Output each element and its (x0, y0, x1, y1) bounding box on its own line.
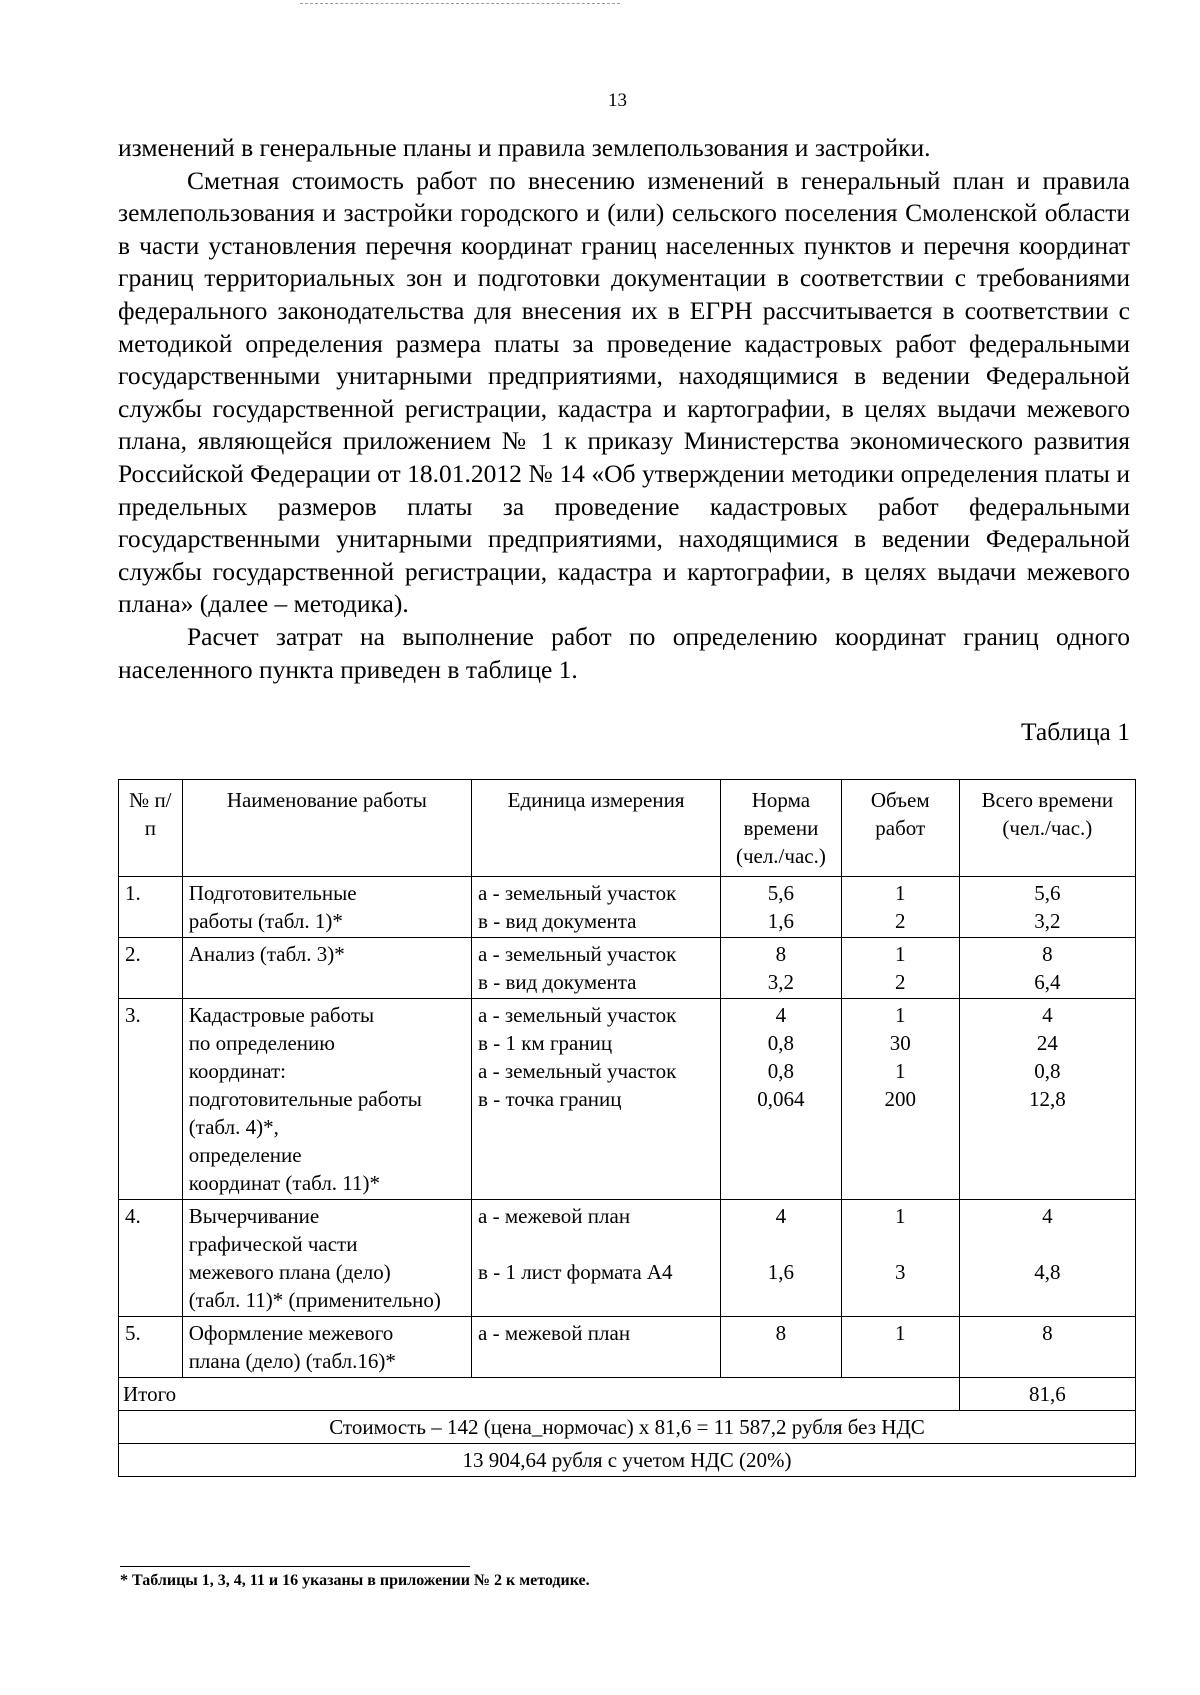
cell-unit (472, 877, 721, 938)
scan-artifact-line (300, 3, 620, 4)
cell-number: 4. (119, 1200, 183, 1317)
cell-volume-line: 1 (894, 881, 906, 905)
cell-unit-line: в - вид документа (478, 909, 637, 933)
cell-total-time-line: 24 (1036, 1031, 1058, 1055)
cell-unit-line: а - земельный участок (478, 881, 677, 905)
cell-time-norm-line: 0,064 (757, 1087, 805, 1111)
cell-volume-line: 1 (894, 942, 906, 966)
header-total-time: Всего времени (чел./час.) (959, 780, 1135, 877)
cell-time-norm (721, 938, 842, 999)
cell-work-name-line: Оформление межевого (188, 1321, 394, 1345)
cell-time-norm-line: 5,6 (767, 881, 795, 905)
cell-work-name-line: определение (188, 1143, 302, 1167)
cell-volume-line: 200 (884, 1087, 916, 1111)
cell-time-norm-line: 1,6 (767, 1260, 795, 1284)
header-number: № п/п (119, 780, 183, 877)
cell-work-name-line: плана (дело) (табл.16)* (188, 1349, 396, 1373)
cell-volume (841, 877, 959, 938)
header-volume: Объем работ (841, 780, 959, 877)
cell-volume (841, 938, 959, 999)
cell-unit-line: в - точка границ (478, 1087, 622, 1111)
cell-time-norm-line: 4 (775, 1204, 787, 1228)
cell-volume-line: 3 (894, 1260, 906, 1284)
cell-work-name-line: работы (табл. 1)* (188, 909, 343, 933)
cell-number: 3. (119, 999, 183, 1200)
cell-number: 1. (119, 877, 183, 938)
table-row (119, 1317, 1136, 1378)
cell-total-time-line: 5,6 (1034, 881, 1061, 905)
header-unit: Единица измерения (472, 780, 721, 877)
cell-total-time-line: 4,8 (1034, 1260, 1061, 1284)
cell-unit-line: в - 1 лист формата А4 (478, 1260, 673, 1284)
cell-total-time-line: 6,4 (1034, 970, 1061, 994)
vat-row (119, 1444, 1136, 1477)
cell-work-name-line: (табл. 11)* (применительно) (188, 1288, 441, 1312)
cell-volume-line: 1 (894, 1321, 906, 1345)
cell-unit-line: а - земельный участок (478, 1003, 677, 1027)
cell-total-time-line: 8 (1042, 942, 1053, 966)
cell-work-name-line: координат (табл. 11)* (188, 1171, 381, 1195)
total-label: Итого (119, 1378, 960, 1411)
header-work-name: Наименование работы (182, 780, 471, 877)
cell-time-norm (721, 1317, 842, 1378)
cell-work-name-line: графической части (188, 1232, 358, 1256)
cell-work-name-line: координат: (188, 1059, 286, 1083)
cell-volume (841, 1317, 959, 1378)
footnote-divider (120, 1566, 470, 1567)
table-row (119, 938, 1136, 999)
paragraph: Сметная стоимость работ по внесению изменений в генеральный план и правила землепользования и застройки городского и (или) сельского поселения Смоленской области в части установления перечня координат границ населенных пунктов и перечня координат границ территориальных зон и подготовки документации в соответствии с требованиями федерального законодательства для внесения их в ЕГРН рассчитывается в соответствии с методикой определения размера платы за проведение кадастровых работ федеральными государственными унитарными предприятиями, находящимися в ведении Федеральной службы государственной регистрации, кадастра и картографии, в целях выдачи межевого плана, являющейся приложением № 1 к приказу Министерства экономического развития Российской Федерации от 18.01.2012 № 14 «Об утверждении методики определения платы и предельных размеров платы за проведение кадастровых работ федеральными государственными унитарными предприятиями, находящимися в ведении Федеральной службы государственной регистрации, кадастра и картографии, в целях выдачи межевого плана» (далее – методика). (118, 165, 1130, 619)
cell-unit-line: а - земельный участок (478, 942, 677, 966)
cell-unit-line: а - межевой план (478, 1204, 631, 1228)
total-value: 81,6 (959, 1378, 1135, 1411)
vat-line: 13 904,64 рубля с учетом НДС (20%) (119, 1444, 1136, 1477)
cell-number: 2. (119, 938, 183, 999)
cell-work-name (182, 1317, 471, 1378)
cell-time-norm-line: 1,6 (767, 909, 795, 933)
header-time-norm: Норма времени (чел./час.) (721, 780, 842, 877)
cell-total-time (959, 877, 1135, 938)
table-row (119, 877, 1136, 938)
total-row (119, 1378, 1136, 1411)
cell-work-name (182, 999, 471, 1200)
cell-total-time-line: 12,8 (1028, 1087, 1066, 1111)
cost-row (119, 1411, 1136, 1444)
cell-unit-line: в - вид документа (478, 970, 637, 994)
cell-volume-line: 1 (894, 1204, 906, 1228)
cell-time-norm-line: 0,8 (767, 1059, 795, 1083)
cell-work-name (182, 877, 471, 938)
cell-total-time-line: 4 (1042, 1204, 1053, 1228)
cell-total-time (959, 1317, 1135, 1378)
cell-total-time-line: 3,2 (1034, 909, 1061, 933)
cell-unit (472, 1317, 721, 1378)
cell-unit-line: а - межевой план (478, 1321, 631, 1345)
cell-total-time-line: 0,8 (1034, 1059, 1061, 1083)
cell-total-time (959, 999, 1135, 1200)
cell-unit (472, 999, 721, 1200)
cell-unit (472, 1200, 721, 1317)
body-text (118, 132, 1130, 686)
cell-work-name (182, 1200, 471, 1317)
cell-time-norm (721, 1200, 842, 1317)
cell-total-time (959, 1200, 1135, 1317)
cell-unit-line: а - земельный участок (478, 1059, 677, 1083)
paragraph: Расчет затрат на выполнение работ по определению координат границ одного населенного пункта приведен в таблице 1. (118, 621, 1130, 684)
paragraph: изменений в генеральные планы и правила землепользования и застройки. (118, 133, 931, 162)
cell-work-name-line: (табл. 4)*, (188, 1115, 279, 1139)
cell-volume-line: 1 (894, 1003, 906, 1027)
cell-work-name-line: Анализ (табл. 3)* (188, 942, 345, 966)
cell-volume (841, 1200, 959, 1317)
cell-work-name (182, 938, 471, 999)
cell-unit-line: в - 1 км границ (478, 1031, 613, 1055)
cell-time-norm (721, 877, 842, 938)
table-row (119, 1200, 1136, 1317)
cell-volume-line: 1 (894, 1059, 906, 1083)
cell-volume (841, 999, 959, 1200)
cell-number: 5. (119, 1317, 183, 1378)
cost-line: Стоимость – 142 (цена_нормочас) х 81,6 = 11 587,2 рубля без НДС (119, 1411, 1136, 1444)
cell-work-name-line: по определению (188, 1031, 335, 1055)
cell-time-norm-line: 3,2 (767, 970, 795, 994)
work-cost-table (118, 779, 1136, 1477)
cell-work-name-line: Вычерчивание (188, 1204, 320, 1228)
cell-time-norm-line: 4 (775, 1003, 787, 1027)
cell-work-name-line: Подготовительные (188, 881, 357, 905)
cell-time-norm-line: 8 (775, 942, 787, 966)
cell-total-time-line (966, 1230, 1129, 1258)
cell-total-time-line: 8 (1042, 1321, 1053, 1345)
page-number: 13 (608, 90, 627, 111)
cell-volume-line (848, 1230, 953, 1258)
table-caption: Таблица 1 (1020, 717, 1130, 746)
cell-work-name-line: Кадастровые работы (188, 1003, 375, 1027)
cell-volume-line: 30 (889, 1031, 911, 1055)
cell-work-name-line: подготовительные работы (188, 1087, 422, 1111)
cell-unit-line (478, 1230, 714, 1258)
cell-time-norm-line: 0,8 (767, 1031, 795, 1055)
cell-total-time-line: 4 (1042, 1003, 1053, 1027)
cell-unit (472, 938, 721, 999)
cell-volume-line: 2 (894, 970, 906, 994)
table-row (119, 999, 1136, 1200)
footnote: * Таблицы 1, 3, 4, 11 и 16 указаны в приложении № 2 к методике. (120, 1572, 590, 1589)
cell-time-norm-line (727, 1230, 835, 1258)
cell-work-name-line: межевого плана (дело) (188, 1260, 391, 1284)
cell-total-time (959, 938, 1135, 999)
cell-time-norm-line: 8 (775, 1321, 787, 1345)
cell-volume-line: 2 (894, 909, 906, 933)
table-header-row (119, 780, 1136, 877)
cell-time-norm (721, 999, 842, 1200)
